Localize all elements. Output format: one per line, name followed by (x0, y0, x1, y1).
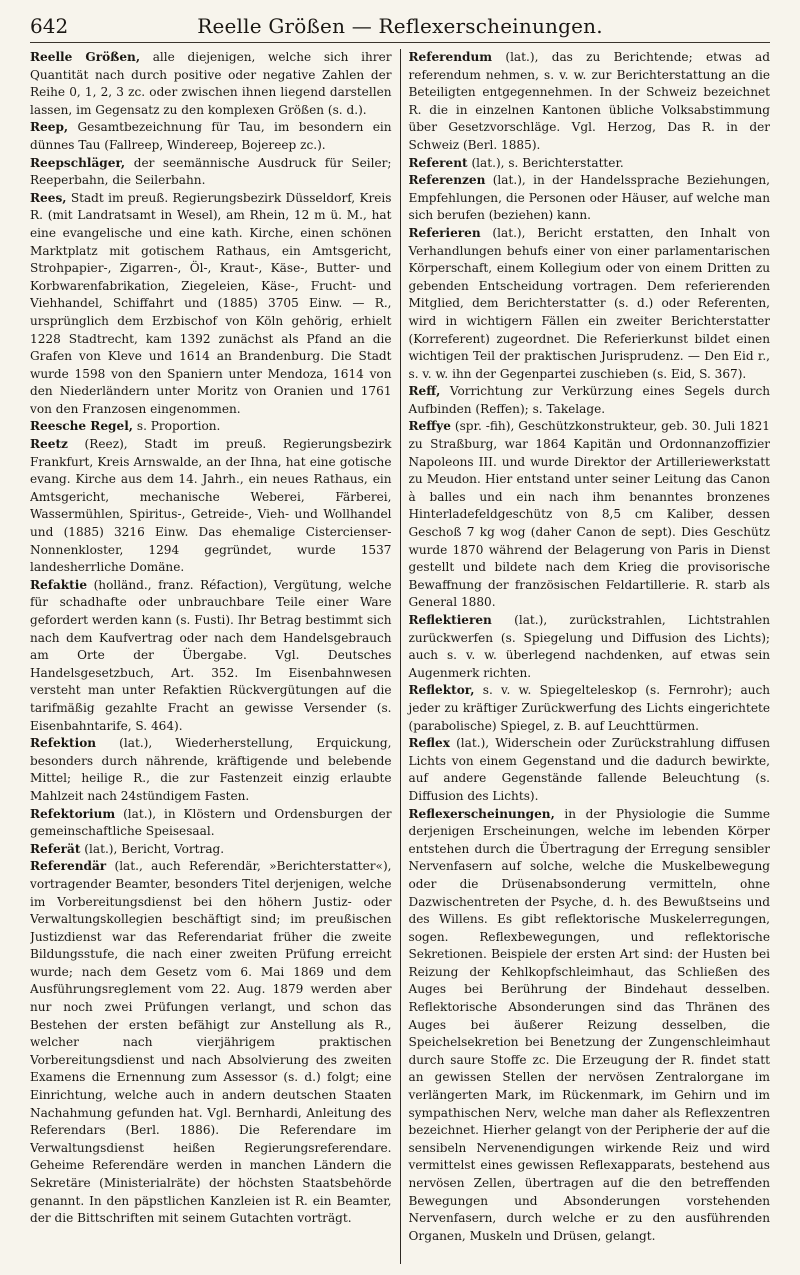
entry-text: s. Proportion. (133, 419, 221, 434)
dictionary-entry (409, 735, 771, 805)
dictionary-entry (30, 858, 392, 1227)
entry-text: (Reez), Stadt im preuß. Regierungsbezirk Frankfurt, Kreis Arnswalde, an der Ihna, hat eine gotische evang. Kirche aus dem 14. Jahrh., ein neues Rathaus, ein Amtsgericht, mechanische Weberei, Färberei, Wassermühlen, Spiritus-, Getreide-, Vieh- und Wollhandel und (1885) 3216 Einw. Das ehemalige Cistercienser-Nonnenkloster, 1294 gegründet, wurde 1537 landesherrliche Domäne. (30, 437, 392, 575)
entry-text: (lat.), Widerschein oder Zurückstrahlung diffusen Lichts von einem Gegenstand und die dadurch bewirkte, auf andere Gegenstände fallende Beleuchtung (s. Diffusion des Lichts). (408, 736, 771, 803)
entry-text: (spr. -fih), Geschützkonstrukteur, geb. 30. Juli 1821 zu Straßburg, war 1864 Kapitän und Ordonnanzoffizier Napoleons III. und wurde Direktor der Artilleriewerkstatt zu Meudon. Hier entstand unter seiner Leitung das Canon à balles und ein nach ihm benanntes bronzenes Hinterladefeldgeschütz von 8,5 cm Kaliber, dessen Geschoß 7 kg wog (daher Canon de sept). Dies Geschütz wurde 1870 während der Belagerung von Paris in Dienst gestellt und bildete nach dem Krieg die provisorische Bewaffnung der französischen Feldartillerie. R. starb als General 1880. (408, 419, 771, 610)
entry-text: (lat.), zurückstrahlen, Lichtstrahlen zurückwerfen (s. Spiegelung und Diffusion des Lichts); auch s. v. w. überlegend nachdenken, auf etwas sein Augenmerk richten. (408, 613, 771, 680)
entry-text: der seemännische Ausdruck für Seiler; Reeperbahn, die Seilerbahn. (30, 155, 392, 188)
dictionary-entry (30, 190, 392, 419)
entry-headword: Refaktie (30, 577, 88, 592)
dictionary-entry (30, 418, 392, 436)
entry-headword: Reflektieren (408, 613, 492, 627)
entry-text: in der Physiologie die Summe derjenigen Erscheinungen, welche im lebenden Körper entstehen durch die Übertragung der Erregung sensibler Nervenfasern auf solche, welche die Muskelbewegung oder die Drüsenabsonderung vermitteln, ohne Dazwischentreten der Psyche, d. h. des Bewußtseins und des Willens. Es gibt reflektorische Muskelerregungen, sogen. Reflexbewegungen, und reflektorische Sekretionen. Beispiele der ersten Art sind: der Husten bei Reizung der Kehlkopfschleimhaut, das Schließen des Auges bei Berührung der Bindehaut desselben. Reflektorische Absonderungen sind das Thränen des Auges bei äußerer Reizung desselben, die Speichelsekretion bei Benetzung der Zungenschleimhaut durch saure Stoffe zc. Die Erzeugung der R. findet statt an gewissen Stellen der nervösen Zentralorgane im verlängerten Mark, im Rückenmark, im Gehirn und im sympathischen Nerv, welche man daher als Reflexzentren bezeichnet. Hierher gelangt von der Peripherie der auf die sensibeln Nervenendigungen wirkende Reiz und wird vermittelst eines gewissen Reflexapparats, bestehend aus nervösen Zellen, übertragen auf die den betreffenden Bewegungen und Absonderungen vorstehenden Nervenfasern, durch welche er zu den ausführenden Organen, Muskeln und Drüsen, gelangt. (408, 806, 771, 1243)
entry-headword: Referenzen (408, 173, 486, 188)
dictionary-entry (409, 383, 771, 418)
dictionary-entry (30, 806, 392, 841)
dictionary-entry (30, 155, 392, 190)
entry-headword: Reesche Regel, (30, 419, 134, 434)
entry-text: (lat.), Wiederherstellung, Erquickung, besonders durch nährende, kräftigende und belebende Mittel; heilige R., die zur Fastenzeit einzig erlaubte Mahlzeit nach 24stündigem Fasten. (30, 736, 392, 803)
entry-text: alle diejenigen, welche sich ihrer Quantität nach durch positive oder negative Zahlen der Reihe 0, 1, 2, 3 zc. oder zwischen ihnen liegend darstellen lassen, im Gegensatz zu den komplexen Größen (s. d.). (30, 50, 392, 117)
entry-text: s. v. w. Spiegelteleskop (s. Fernrohr); auch jeder zu kräftiger Zurückwerfung des Lichts eingerichtete (parabolische) Spiegel, z. B. auf Leuchttürmen. (408, 683, 771, 733)
dictionary-entry (409, 155, 771, 173)
page-title: Reelle Größen — Reflexerscheinungen. (197, 14, 603, 38)
dictionary-entry (30, 119, 392, 154)
dictionary-entry (409, 682, 771, 735)
entry-text: (lat.), Bericht, Vortrag. (80, 841, 225, 856)
dictionary-entry (409, 806, 771, 1246)
dictionary-entry (409, 172, 771, 225)
right-column (401, 49, 771, 1264)
entry-text: (lat., auch Referendär, »Berichterstatter«), vortragender Beamter, besonders Titel derjenigen, welche im Vorbereitungsdienst bei den höhern Justiz- oder Verwaltungskollegien beschäftigt sind; im preußischen Justizdienst war das Referendariat früher die zweite Bildungsstufe, die nach einer zweiten Prüfung erreicht wurde; nach dem Gesetz vom 6. Mai 1869 und dem Ausführungsreglement vom 22. Aug. 1879 werden aber nur noch zwei Prüfungen verlangt, und schon das Bestehen der ersten befähigt zur Anstellung als R., welcher nach vierjährigem praktischen Vorbereitungsdienst und nach Absolvierung des zweiten Examens die Ernennung zum Assessor (s. d.) folgt; eine Einrichtung, welche auch in andern deutschen Staaten Nachahmung gefunden hat. Vgl. Bernhardi, Anleitung des Referendars (Berl. 1886). Die Referendare im Verwaltungsdienst heißen Regierungsreferendare. Geheime Referendäre werden in manchen Ländern die Sekretäre (Ministerialräte) der höchsten Staatsbehörde genannt. In den päpstlichen Kanzleien ist R. ein Beamter, der die Bittschriften mit seinem Gutachten vorträgt. (30, 859, 392, 1226)
entry-headword: Referent (408, 155, 468, 170)
dictionary-entry (409, 418, 771, 612)
entry-text: (holländ., franz. Réfaction), Vergütung, welche für schadhafte oder unbrauchbare Teile einer Ware gefordert werden kann (s. Fusti). Ihr Betrag bestimmt sich nach dem Kaufvertrag oder nach dem Handelsgebrauch am Orte der Übergabe. Vgl. Deutsches Handelsgesetzbuch, Art. 352. Im Eisenbahnwesen versteht man unter Refaktien Rückvergütungen auf die tarifmäßig gezahlte Fracht an gewisse Versender (s. Eisenbahntarife, S. 464). (30, 577, 392, 733)
entry-headword: Rees, (30, 190, 67, 205)
entry-headword: Referieren (408, 225, 481, 240)
dictionary-entry (409, 225, 771, 383)
entry-headword: Referät (30, 841, 81, 856)
dictionary-entry (409, 49, 771, 155)
entry-text: (lat.), in Klöstern und Ordensburgen der gemeinschaftliche Speisesaal. (30, 806, 392, 839)
text-columns (30, 49, 770, 1264)
dictionary-entry (30, 577, 392, 735)
entry-text: Vorrichtung zur Verkürzung eines Segels durch Aufbinden (Reffen); s. Takelage. (408, 384, 771, 416)
entry-text: (lat.), das zu Berichtende; etwas ad referendum nehmen, s. v. w. zur Berichterstattung an die Beteiligten entgegennehmen. In der Schweiz bezeichnet R. die in einzelnen Kantonen übliche Volksabstimmung über Gesetzvorschläge. Vgl. Herzog, Das R. in der Schweiz (Berl. 1885). (408, 50, 771, 152)
entry-text: (lat.), in der Handelssprache Beziehungen, Empfehlungen, die Personen oder Häuser, auf welche man sich berufen (beziehen) kann. (408, 173, 771, 223)
dictionary-entry (30, 436, 392, 577)
dictionary-entry (30, 841, 392, 859)
entry-text: Stadt im preuß. Regierungsbezirk Düsseldorf, Kreis R. (mit Landratsamt in Wesel), am Rhein, 12 m ü. M., hat eine evangelische und eine kath. Kirche, einen schönen Marktplatz mit gotischem Rathaus, ein Amtsgericht, Strohpapier-, Zigarren-, Öl-, Kraut-, Käse-, Butter- und Korbwarenfabrikation, Ziegeleien, Käse-, Frucht- und Viehhandel, Schiffahrt und (1885) 3705 Einw. — R., ursprünglich dem Erzbischof von Köln gehörig, erhielt 1228 Stadtrecht, kam 1392 zunächst als Pfand an die Grafen von Kleve und 1614 an Brandenburg. Die Stadt wurde 1598 von den Spaniern unter Mendoza, 1614 von den Niederländern unter Moritz von Oranien und 1761 von den Franzosen eingenommen. (30, 190, 392, 416)
entry-headword: Referendum (408, 50, 493, 64)
entry-headword: Reffye (408, 419, 451, 434)
entry-text: (lat.), Bericht erstatten, den Inhalt von Verhandlungen behufs einer von einer parlamentarischen Körperschaft, einem Kollegium oder von einem Dritten zu gebenden Entscheidung vortragen. Dem referierenden Mitglied, dem Berichterstatter (s. d.) oder Referenten, wird in wichtigern Fällen ein zweiter Berichterstatter (Korreferent) zugeordnet. Die Referierkunst bildet einen wichtigen Teil der praktischen Jurisprudenz. — Den Eid r., s. v. w. ihn der Gegenpartei zuschieben (s. Eid, S. 367). (408, 225, 771, 381)
entry-headword: Refektorium (30, 806, 116, 821)
entry-headword: Refektion (30, 736, 97, 751)
entry-text: Gesamtbezeichnung für Tau, im besondern ein dünnes Tau (Fallreep, Windereep, Bojereep zc.). (30, 120, 392, 152)
dictionary-entry (30, 49, 392, 119)
entry-headword: Reflexerscheinungen, (408, 806, 555, 821)
page-number: 642 (30, 14, 69, 38)
entry-headword: Reelle Größen, (30, 50, 141, 64)
dictionary-entry (30, 735, 392, 805)
entry-headword: Referendär (30, 859, 107, 874)
entry-headword: Reep, (30, 120, 69, 135)
entry-headword: Reff, (408, 384, 441, 399)
entry-headword: Reflektor, (408, 683, 475, 698)
page-header (30, 12, 770, 43)
entry-headword: Reetz (30, 437, 68, 452)
entry-headword: Reepschläger, (30, 155, 126, 170)
entry-text: (lat.), s. Berichterstatter. (467, 155, 624, 170)
entry-headword: Reflex (408, 736, 450, 751)
dictionary-entry (409, 612, 771, 682)
left-column (30, 49, 400, 1264)
